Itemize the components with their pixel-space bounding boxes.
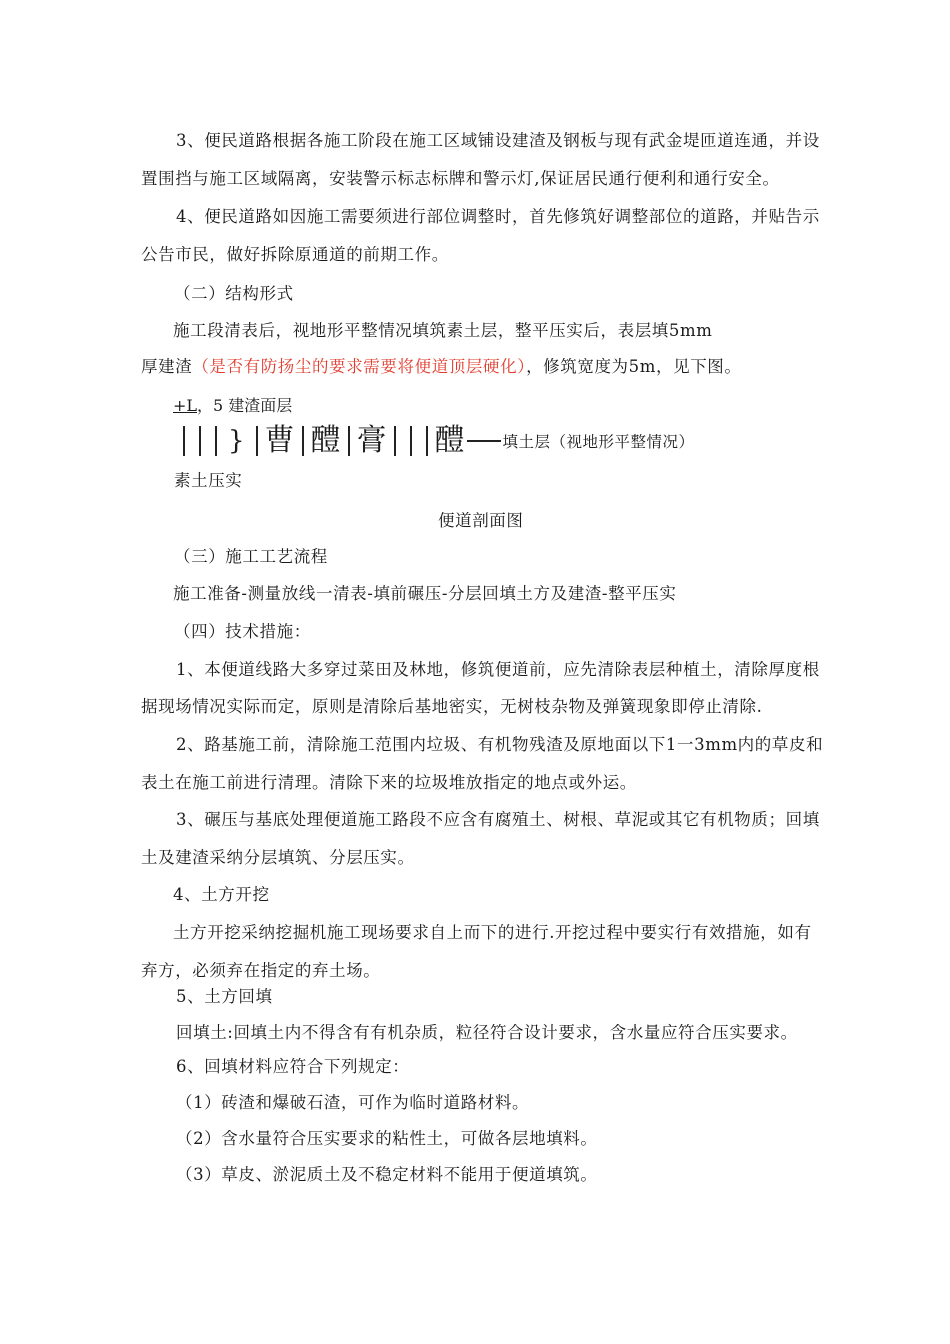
tech-1-line-1: 1、本便道线路大多穿过菜田及林地，修筑便道前，应先清除表层种植土，清除厚度根 bbox=[176, 660, 820, 679]
diagram-section-row bbox=[176, 421, 695, 461]
tech-4-line-1: 土方开挖采纳挖掘机施工现场要求自上而下的进行.开挖过程中要实行有效措施，如有 bbox=[173, 923, 812, 942]
section-3-heading: （三）施工工艺流程 bbox=[174, 547, 328, 566]
tech-4-heading: 4、土方开挖 bbox=[173, 885, 270, 904]
diagram-bottom-label: 素土压实 bbox=[174, 471, 243, 490]
tech-6-item-1: （1）砖渣和爆破石渣，可作为临时道路材料。 bbox=[176, 1093, 530, 1112]
tech-4-line-2: 弃方，必须弃在指定的弃土场。 bbox=[141, 961, 381, 980]
diagram-caption: 便道剖面图 bbox=[438, 511, 524, 530]
diagram-bar bbox=[215, 426, 217, 456]
structure-line-1: 施工段清表后，视地形平整情况填筑素土层，整平压实后，表层填5mm bbox=[173, 321, 713, 340]
diagram-top-text: ，5 建渣面层 bbox=[197, 396, 293, 415]
para-3-line-2: 置围挡与施工区域隔离，安装警示标志标牌和警示灯,保证居民通行便利和通行安全。 bbox=[141, 169, 780, 188]
structure-line-2 bbox=[141, 356, 742, 378]
tech-6-item-3: （3）草皮、淤泥质土及不稳定材料不能用于便道填筑。 bbox=[176, 1165, 598, 1184]
diagram-brace: } bbox=[228, 426, 245, 456]
diagram-bar bbox=[394, 426, 396, 456]
structure-text-a: 厚建渣 bbox=[141, 357, 193, 376]
tech-2-line-2: 表土在施工前进行清理。清除下来的垃圾堆放指定的地点或外运。 bbox=[141, 773, 637, 792]
tech-5-line-1: 回填土:回填土内不得含有有机杂质，粒径符合设计要求，含水量应符合压实要求。 bbox=[176, 1023, 798, 1042]
tech-6-heading: 6、回填材料应符合下列规定： bbox=[176, 1057, 410, 1076]
tech-6-item-2: （2）含水量符合压实要求的粘性土，可做各层地填料。 bbox=[176, 1129, 598, 1148]
diagram-fill-label: 填土层（视地形平整情况） bbox=[502, 433, 695, 451]
diagram-bar bbox=[302, 426, 304, 456]
diagram-bar bbox=[256, 426, 258, 456]
diagram-glyph-2: 醴 bbox=[310, 423, 341, 458]
diagram-glyph-4: 醴 bbox=[434, 423, 465, 458]
diagram-glyph-3: 膏 bbox=[356, 423, 387, 458]
diagram-bar bbox=[183, 426, 185, 456]
para-4-line-2: 公告市民，做好拆除原通道的前期工作。 bbox=[141, 245, 449, 264]
structure-text-c: ，修筑宽度为5m，见下图。 bbox=[526, 357, 742, 376]
diagram-top-label bbox=[173, 393, 292, 416]
para-3-line-1: 3、便民道路根据各施工阶段在施工区域铺设建渣及钢板与现有武金堤匝道连通，并设 bbox=[176, 131, 820, 150]
diagram-bar bbox=[348, 426, 350, 456]
diagram-glyph-1: 曹 bbox=[264, 423, 295, 458]
tech-3-line-1: 3、碾压与基底处理便道施工路段不应含有腐殖土、树根、草泥或其它有机物质；回填 bbox=[176, 810, 820, 829]
section-4-heading: （四）技术措施： bbox=[174, 622, 311, 641]
tech-1-line-2: 据现场情况实际而定，原则是清除后基地密实，无树枝杂物及弹簧现象即停止清除. bbox=[141, 697, 763, 716]
diagram-bar bbox=[426, 426, 428, 456]
section-2-heading: （二）结构形式 bbox=[174, 284, 294, 303]
diagram-top-mark: +L bbox=[173, 396, 198, 415]
process-flow: 施工准备-测量放线一清表-填前碾压-分层回填土方及建渣-整平压实 bbox=[173, 584, 677, 603]
diagram-bar bbox=[410, 426, 412, 456]
tech-5-heading: 5、土方回填 bbox=[176, 987, 273, 1006]
diagram-dash bbox=[467, 440, 501, 442]
tech-3-line-2: 土及建渣采纳分层填筑、分层压实。 bbox=[141, 848, 415, 867]
diagram-bar bbox=[199, 426, 201, 456]
structure-note-red: （是否有防扬尘的要求需要将便道顶层硬化） bbox=[192, 357, 527, 376]
tech-2-line-1: 2、路基施工前，清除施工范围内垃圾、有机物残渣及原地面以下1一3mm内的草皮和 bbox=[176, 735, 824, 754]
para-4-line-1: 4、便民道路如因施工需要须进行部位调整时，首先修筑好调整部位的道路，并贴告示 bbox=[176, 207, 820, 226]
